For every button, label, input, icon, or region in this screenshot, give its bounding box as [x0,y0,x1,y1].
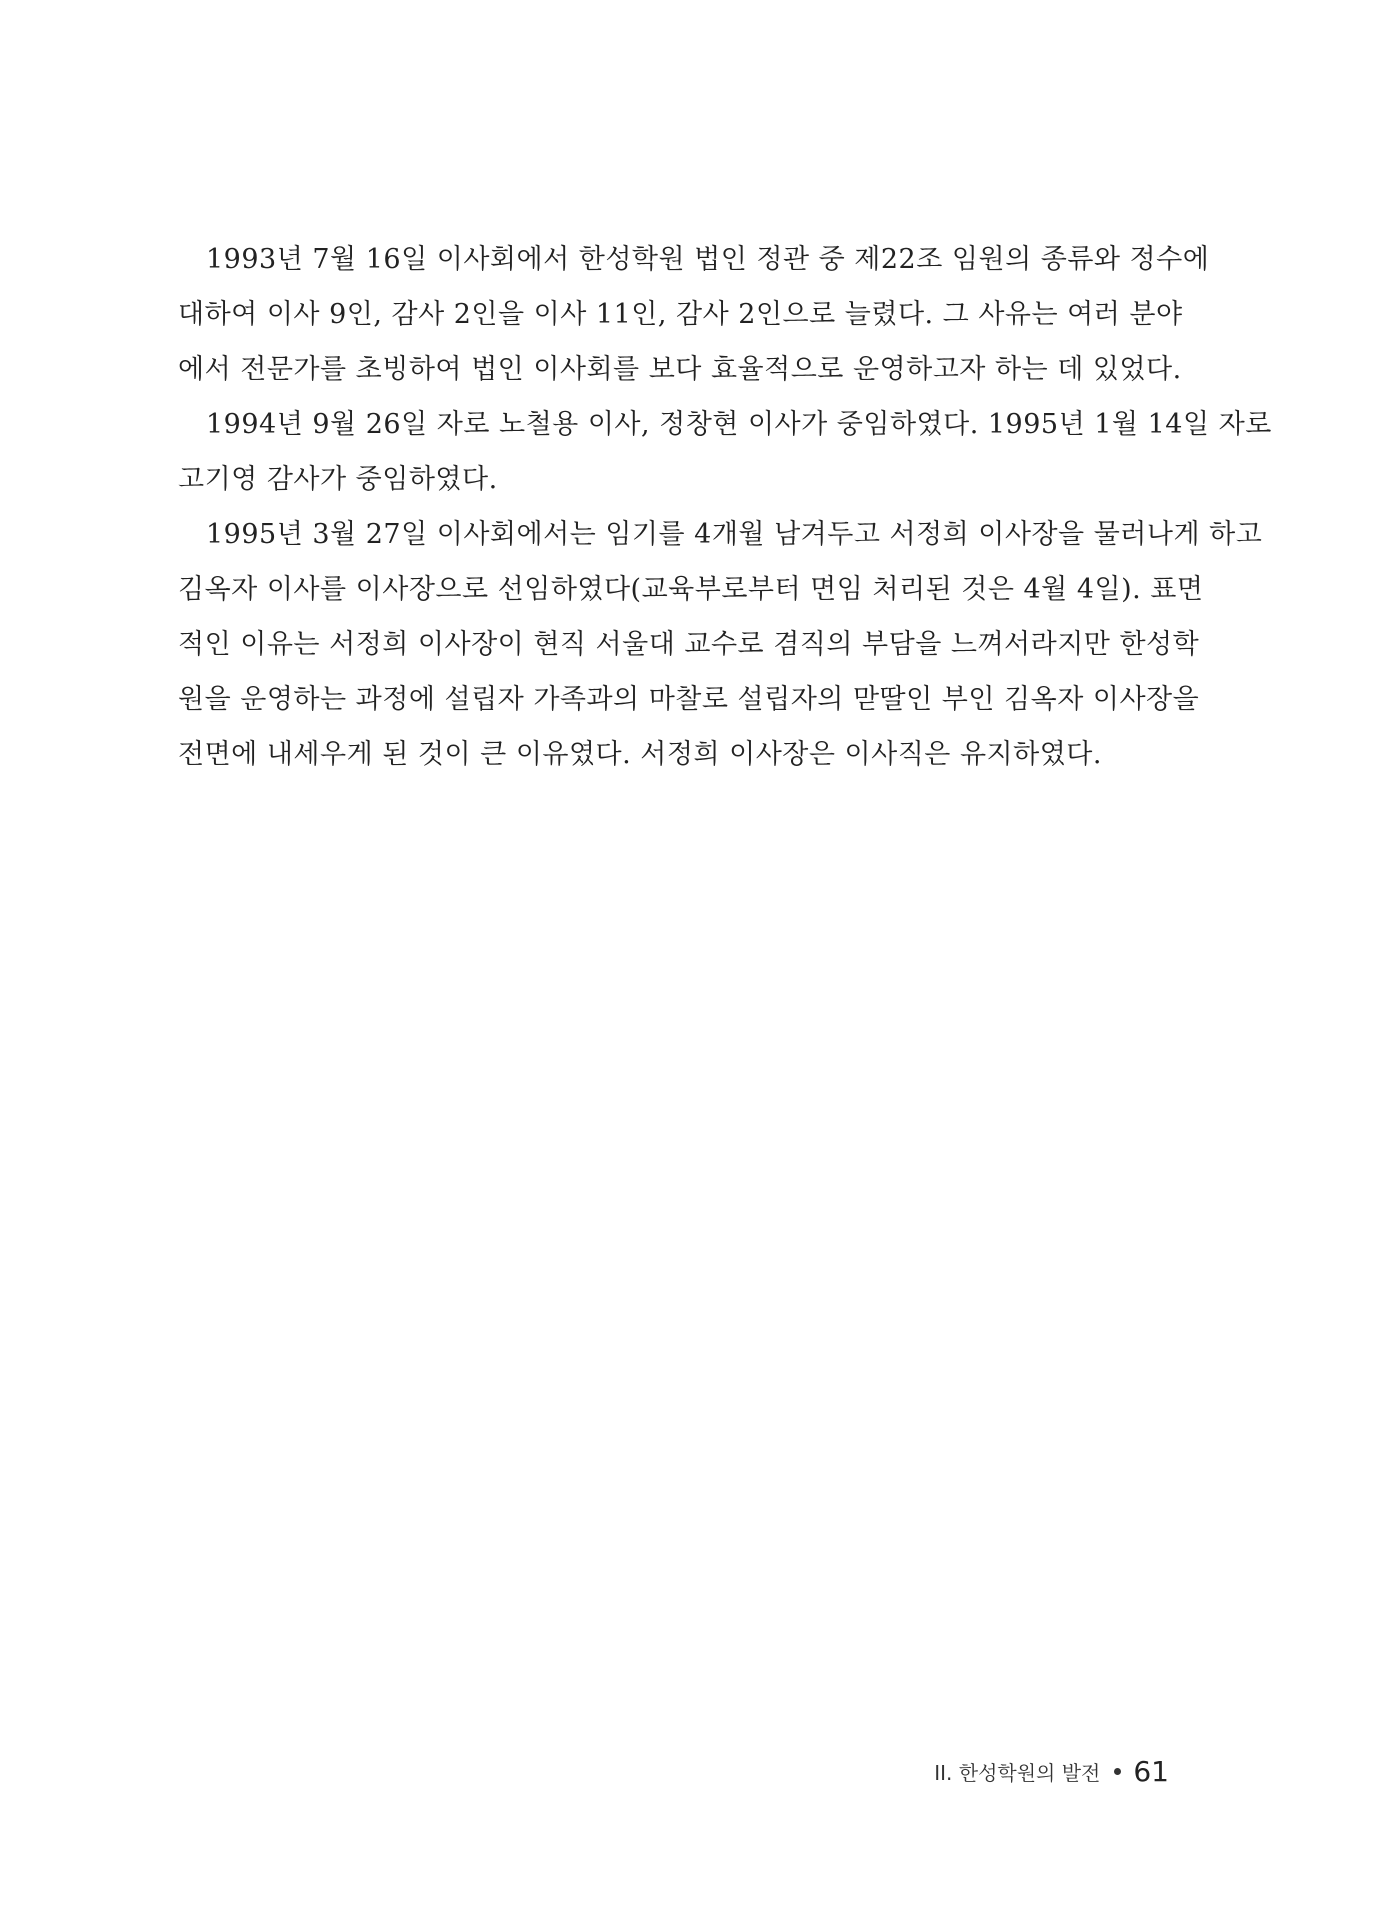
running-head: II. 한성학원의 발전 [934,1761,1101,1785]
page-number: 61 [1133,1755,1169,1788]
paragraph-1-line-3: 에서 전문가를 초빙하여 법인 이사회를 보다 효율적으로 운영하고자 하는 데 있었다. [178,354,1182,385]
paragraph-3-line-2: 김옥자 이사를 이사장으로 선임하였다(교육부로부터 면임 처리된 것은 4월 4일). 표면 [178,574,1204,605]
body-text [178,232,1272,782]
paragraph-2-line-1: 1994년 9월 26일 자로 노철용 이사, 정창현 이사가 중임하였다. 1995년 1월 14일 자로 [206,409,1272,440]
paragraph-3-line-3: 적인 이유는 서정희 이사장이 현직 서울대 교수로 겸직의 부담을 느껴서라지만 한성학 [178,629,1200,660]
paragraph-3-line-4: 원을 운영하는 과정에 설립자 가족과의 마찰로 설립자의 맏딸인 부인 김옥자 이사장을 [178,684,1200,715]
paragraph-3-line-1: 1995년 3월 27일 이사회에서는 임기를 4개월 남겨두고 서정희 이사장을 물러나게 하고 [206,519,1263,550]
paragraph-3-line-5: 전면에 내세우게 된 것이 큰 이유였다. 서정희 이사장은 이사직은 유지하였다. [178,739,1102,770]
paragraph-2-line-2: 고기영 감사가 중임하였다. [178,464,498,495]
paragraph-1-line-2: 대하여 이사 9인, 감사 2인을 이사 11인, 감사 2인으로 늘렸다. 그 사유는 여러 분야 [178,299,1183,330]
page-footer [934,1755,1169,1788]
paragraph-1-line-1: 1993년 7월 16일 이사회에서 한성학원 법인 정관 중 제22조 임원의 종류와 정수에 [206,244,1210,275]
bullet-separator-icon [1114,1768,1121,1775]
